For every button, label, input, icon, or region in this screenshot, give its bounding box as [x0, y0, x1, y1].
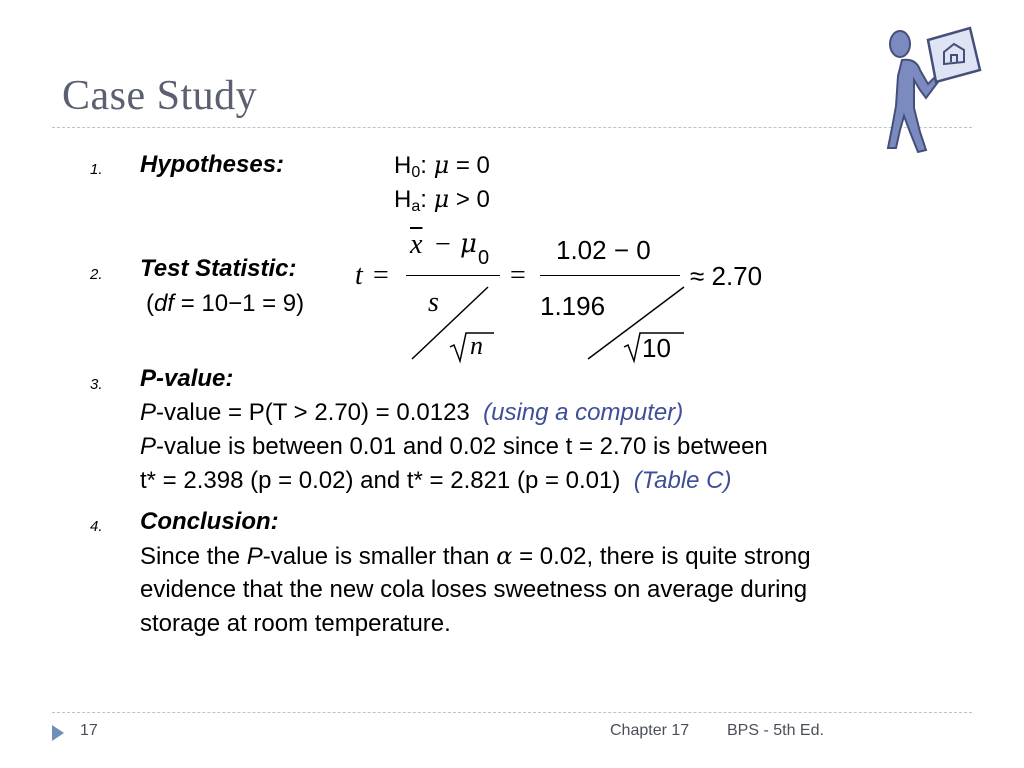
slide-title: Case Study: [62, 73, 258, 119]
equals-sign-2: =: [510, 260, 526, 291]
h0-condition: = 0: [455, 152, 490, 179]
person-holding-sign-illustration: [880, 20, 990, 160]
mu-zero: μ: [460, 229, 477, 259]
t-statistic-formula: [340, 225, 800, 365]
s-variable: s: [428, 287, 439, 318]
test-statistic-heading: Test Statistic:: [140, 255, 297, 282]
p-value-computation: -value = P(T > 2.70) = 0.0123: [156, 399, 470, 426]
footer-chapter: Chapter 17: [610, 722, 690, 739]
conclusion-text-b: -value is smaller than: [262, 543, 490, 570]
alpha-symbol: α: [496, 542, 513, 570]
ha-letter: H: [394, 186, 412, 213]
division-slash-1: [408, 285, 498, 365]
fraction-bar-1: [406, 275, 500, 276]
footer-book: BPS - 5th Ed.: [727, 722, 824, 739]
df-value: = 10−1 = 9): [180, 290, 305, 317]
approx-result: ≈ 2.70: [690, 261, 763, 291]
hypotheses-heading: Hypotheses:: [140, 151, 285, 178]
degrees-of-freedom: [146, 287, 304, 321]
fraction-bar-2: [540, 275, 680, 276]
conclusion-text-c: = 0.02, there is quite strong: [519, 543, 811, 570]
critical-values-text: t* = 2.398 (p = 0.02) and t* = 2.821 (p = 0.01): [140, 467, 621, 494]
computer-note: (using a computer): [483, 399, 684, 426]
conclusion-heading: Conclusion:: [140, 508, 279, 535]
p-value-line-2: [140, 430, 768, 464]
minus-sign: −: [435, 229, 451, 260]
equals-sign: =: [373, 260, 389, 291]
p-value-line-1: [140, 396, 683, 430]
play-triangle-icon: [50, 723, 66, 743]
ha-condition: > 0: [455, 186, 490, 213]
table-c-note: (Table C): [633, 467, 732, 494]
sample-sd-value: 1.196: [540, 291, 606, 321]
mu-zero-subscript: 0: [478, 247, 490, 269]
footer-divider: [52, 712, 972, 713]
conclusion-line-2: evidence that the new cola loses sweetness on average during: [140, 576, 808, 603]
division-slash-2: [584, 285, 694, 365]
p-letter: P: [246, 543, 263, 570]
t-variable: t: [355, 260, 363, 291]
h0-subscript: 0: [411, 164, 421, 181]
h0-letter: H: [394, 152, 412, 179]
alternative-hypothesis: $H_a$: μ > 0: [394, 185, 490, 215]
p-letter: P: [140, 399, 157, 426]
x-bar: $\overline{x}$: [410, 229, 423, 260]
numeric-numerator: 1.02 − 0: [556, 235, 651, 265]
df-open-paren: (: [146, 290, 154, 317]
p-value-range-text: -value is between 0.01 and 0.02 since t = 2.70 is between: [156, 433, 768, 460]
p-value-line-3: [140, 464, 732, 498]
sample-size-value: 10: [642, 333, 671, 363]
n-variable: n: [470, 331, 483, 360]
step-1-number: 1.: [90, 161, 103, 178]
null-hypothesis: $H_0$: μ = 0: [394, 151, 490, 181]
ha-subscript: a: [411, 198, 421, 215]
p-letter: P: [140, 433, 157, 460]
conclusion-line-1: [140, 539, 811, 574]
p-value-heading: P-value:: [140, 365, 234, 392]
mu-symbol: μ: [433, 185, 450, 213]
step-3-number: 3.: [90, 376, 103, 393]
conclusion-text-a: Since the: [140, 543, 241, 570]
page-number: 17: [80, 722, 98, 739]
mu-symbol: μ: [433, 151, 450, 179]
title-divider: [52, 127, 972, 128]
conclusion-line-3: storage at room temperature.: [140, 610, 451, 637]
step-4-number: 4.: [90, 518, 103, 535]
step-2-number: 2.: [90, 266, 103, 283]
df-variable: df: [154, 290, 175, 317]
